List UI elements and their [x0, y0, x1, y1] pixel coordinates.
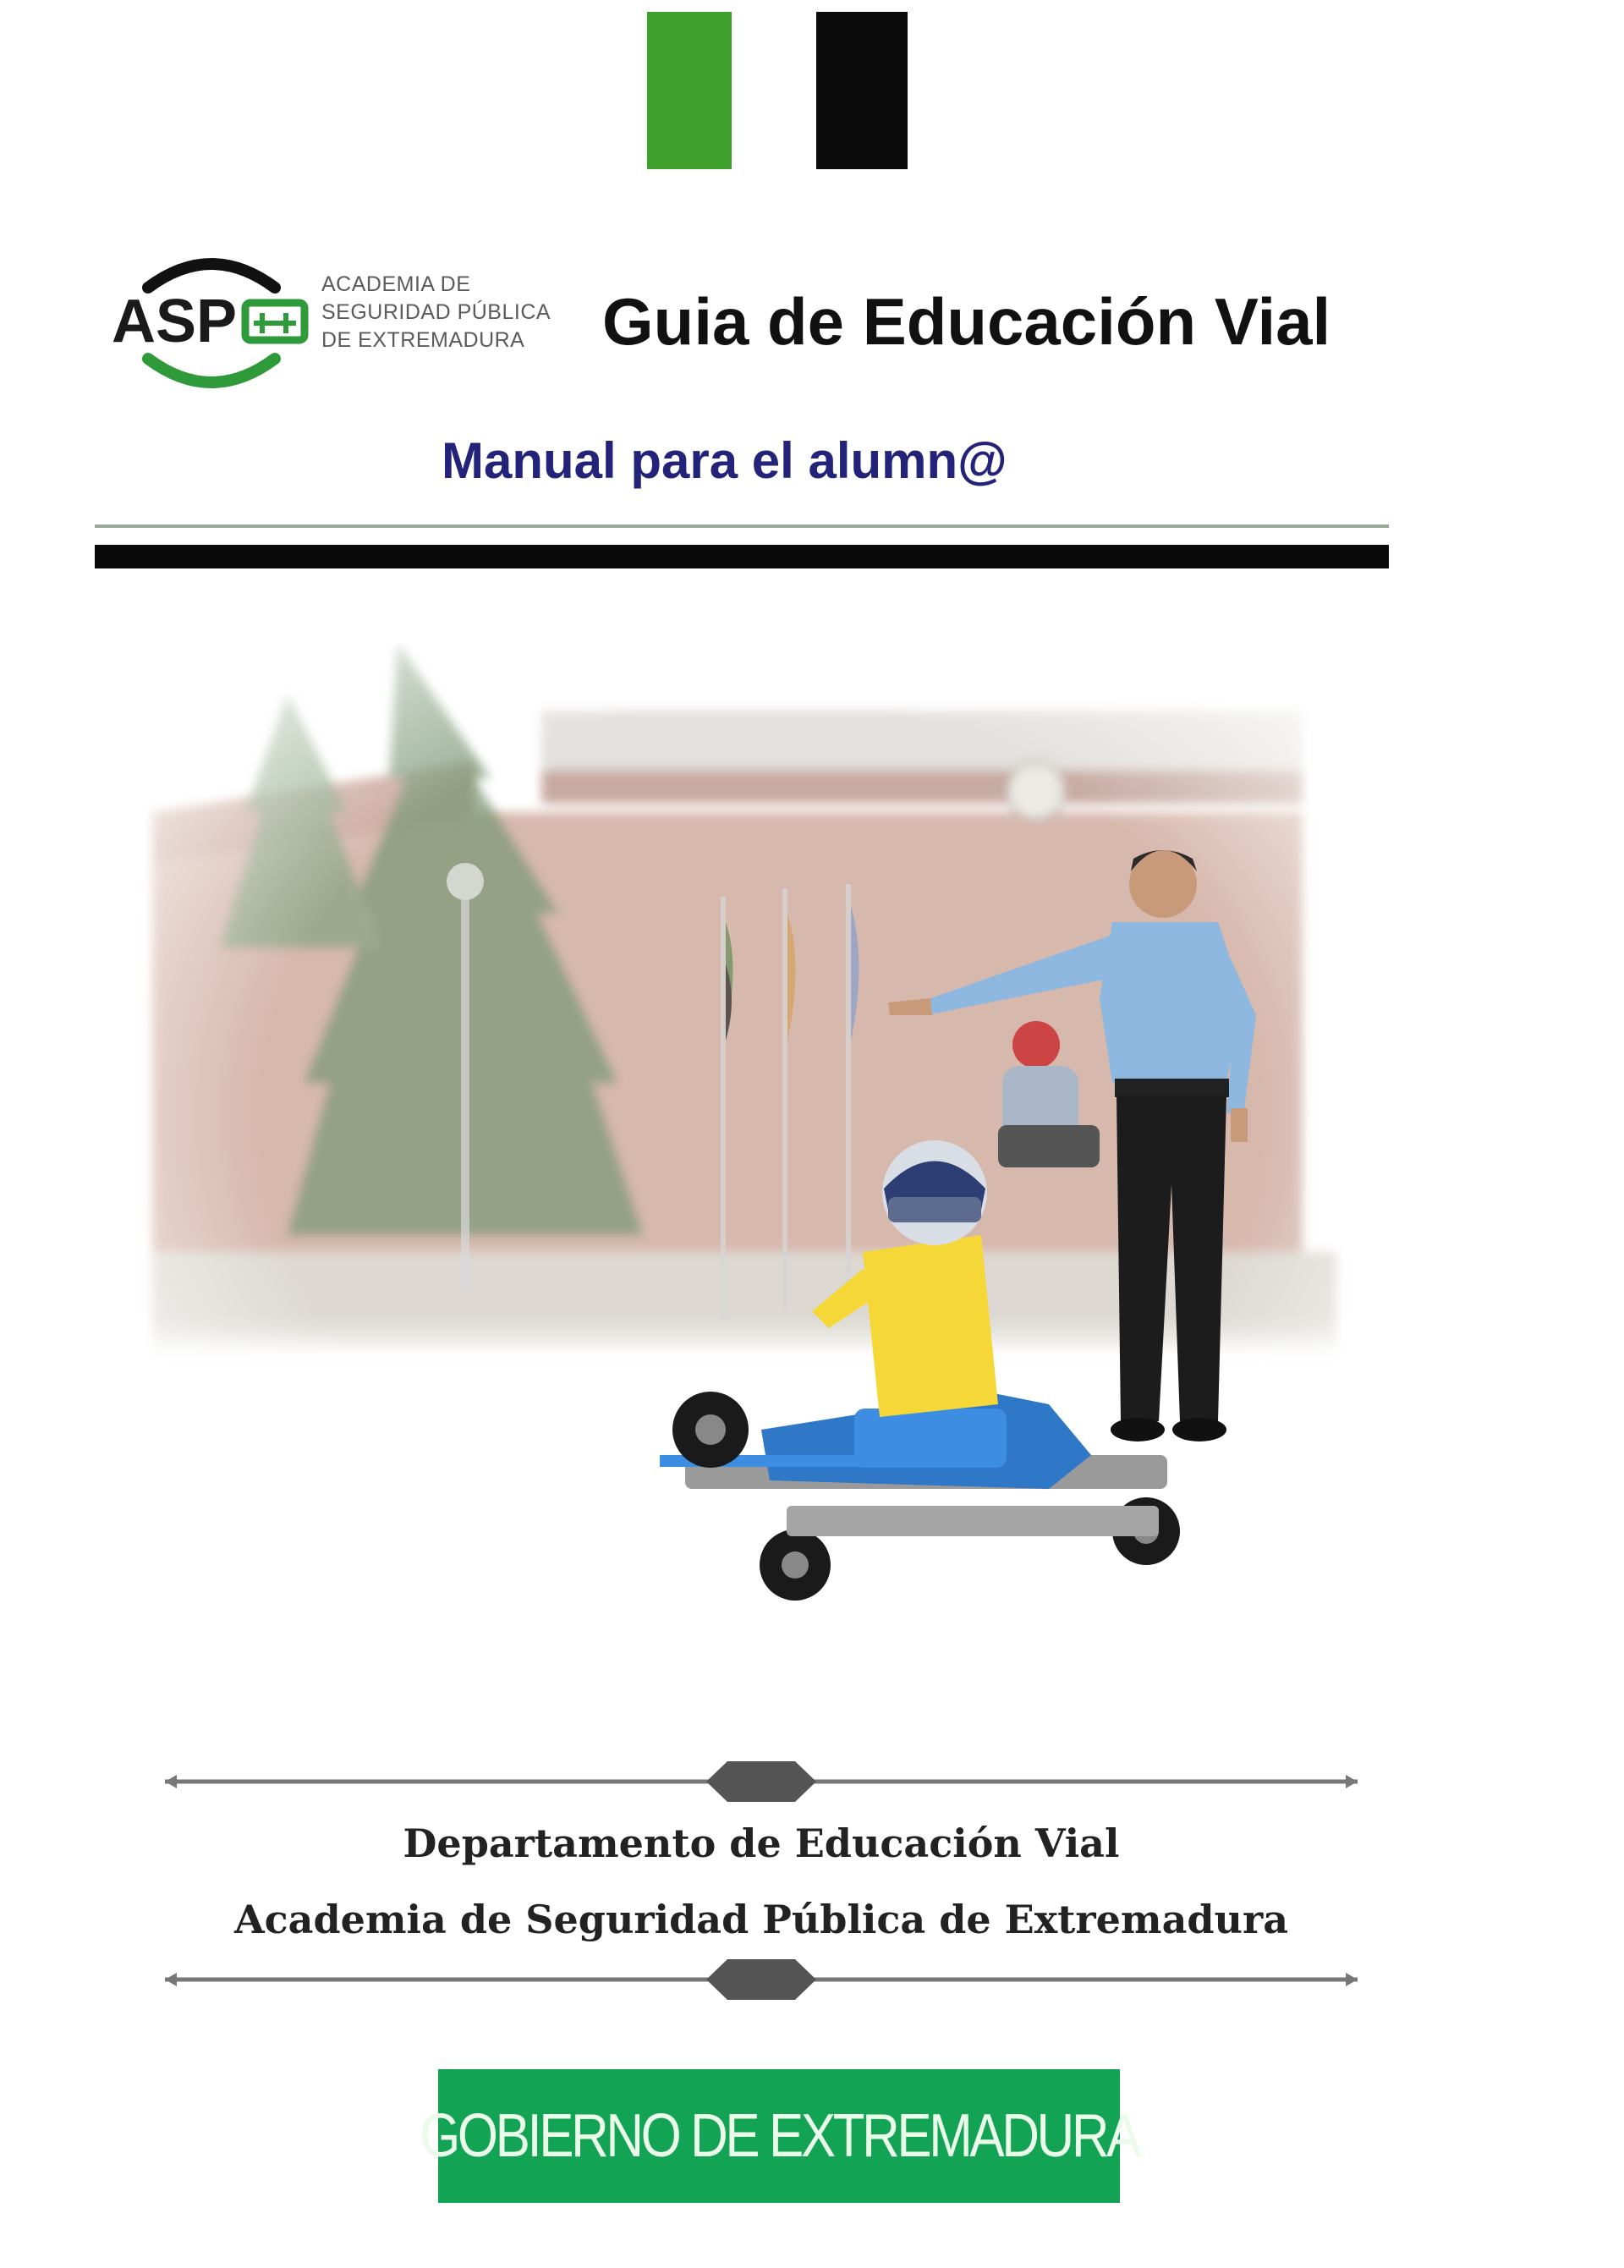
logo-line-3: DE EXTREMADURA [321, 328, 525, 352]
asp-logo-mark [110, 247, 313, 399]
page-title: Guia de Educación Vial [602, 284, 1331, 359]
department-name: Departamento de Educación Vial [403, 1820, 1120, 1866]
logo-line-2: SEGURIDAD PÚBLICA [321, 300, 551, 324]
flag-stripe-black [816, 12, 908, 169]
page-subtitle: Manual para el alumn@ [442, 432, 1007, 489]
asp-logo [110, 247, 550, 399]
divider-thin [95, 524, 1389, 528]
logo-acronym: ASP [112, 288, 238, 355]
government-logo-text: GOBIERNO DE EXTREMADURA [420, 2102, 1138, 2170]
government-logo [420, 2069, 1138, 2203]
academy-name: Academia de Seguridad Pública de Extremadura [233, 1897, 1289, 1942]
ornament-divider-bottom [165, 1954, 1358, 2005]
logo-text [321, 271, 558, 354]
flag-stripe-green [647, 12, 732, 169]
logo-line-1: ACADEMIA DE [321, 272, 471, 296]
ornament-divider-top [165, 1756, 1358, 1807]
divider-thick [95, 545, 1389, 568]
cover-photo [118, 643, 1404, 1692]
